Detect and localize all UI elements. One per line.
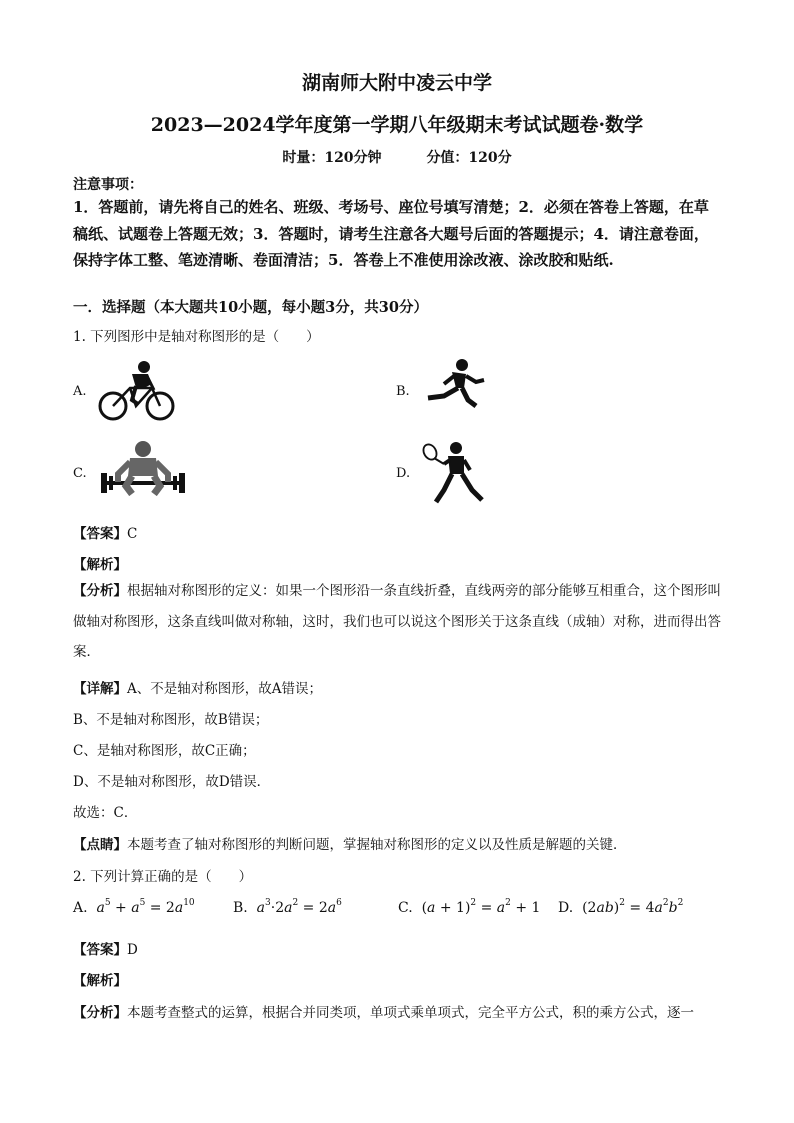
q2-option-c: C. $(a + 1)^2 = a^2 + 1$ [398, 898, 541, 916]
detail-tag: 【详解】 [73, 681, 127, 697]
fenxi-tag: 【分析】 [73, 583, 127, 599]
q1-fenxi [73, 576, 725, 668]
q1-answer [73, 522, 137, 542]
q1-detail-line-3: C、是轴对称图形，故C正确； [73, 743, 256, 759]
q2-option-d: D. $(2ab)^2 = 4a^2b^2$ [558, 898, 684, 916]
q2-option-a: A. $a^5 + a^5 = 2a^{10}$ [73, 898, 195, 916]
q2-option-b: B. $a^3\cdot 2a^2 = 2a^6$ [233, 898, 342, 916]
q2-answer: 【答案】D [73, 942, 138, 958]
q1-stem: 1. 下列图形中是轴对称图形的是（ ） [73, 329, 320, 345]
q1-option-c-label: C. [73, 466, 87, 481]
weightlifter-icon [96, 440, 190, 496]
notes-heading: 注意事项： [73, 177, 143, 193]
tennis-player-icon [420, 440, 492, 504]
exam-meta [0, 147, 794, 167]
exam-title: 2023—2024学年度第一学期八年级期末考试试题卷·数学 [150, 114, 644, 136]
section-heading: 一．选择题（本大题共10小题，每小题3分，共30分） [73, 299, 428, 316]
cyclist-icon [96, 360, 178, 422]
notes-text: 1．答题前，请先将自己的姓名、班级、考场号、座位号填写清楚；2．必须在答卷上答题，在草稿纸、试题卷上答题无效；3．答题时，请考生注意各大题号后面的答题提示；4．请注意卷面，保持字体工整、笔迹清晰、卷面清洁；5．答卷上不准使用涂改液、涂改胶和贴纸. [73, 198, 709, 269]
q2-analysis-tag: 【解析】 [73, 973, 127, 989]
q1-detail-line-2: B、不是轴对称图形，故B错误； [73, 712, 269, 728]
fenxi-text: 根据轴对称图形的定义：如果一个图形沿一条直线折叠，直线两旁的部分能够互相重合，这个图形叫做轴对称图形，这条直线叫做对称轴，这时，我们也可以说这个图形关于这条直线（成轴）对称，进而得出答案． [73, 583, 721, 660]
q1-detail-line-4: D、不是轴对称图形，故D错误． [73, 774, 271, 790]
q1-analysis-tag: 【解析】 [73, 557, 127, 573]
time-label: 时量：120分钟 [282, 150, 382, 166]
q1-option-b-label: B. [396, 384, 410, 399]
q2-stem: 2. 下列计算正确的是（ ） [73, 869, 253, 885]
runner-icon [422, 358, 488, 408]
q2-fenxi: 【分析】本题考查整式的运算，根据合并同类项，单项式乘单项式，完全平方公式，积的乘方公式，逐一 [73, 1005, 694, 1021]
answer-tag: 【答案】 [73, 526, 127, 542]
dianjing-tag: 【点睛】 [73, 837, 127, 853]
q1-choose: 故选：C． [73, 805, 138, 821]
q1-dianjing: 【点睛】本题考查了轴对称图形的判断问题，掌握轴对称图形的定义以及性质是解题的关键． [73, 837, 627, 853]
q1-option-a-label: A. [73, 384, 87, 399]
q1-detail-line-1: 【详解】A、不是轴对称图形，故A错误； [73, 681, 322, 697]
school-title: 湖南师大附中凌云中学 [301, 72, 492, 94]
score-label: 分值：120分 [426, 150, 512, 166]
answer-value: C [127, 526, 138, 542]
q1-option-d-label: D. [396, 466, 411, 481]
